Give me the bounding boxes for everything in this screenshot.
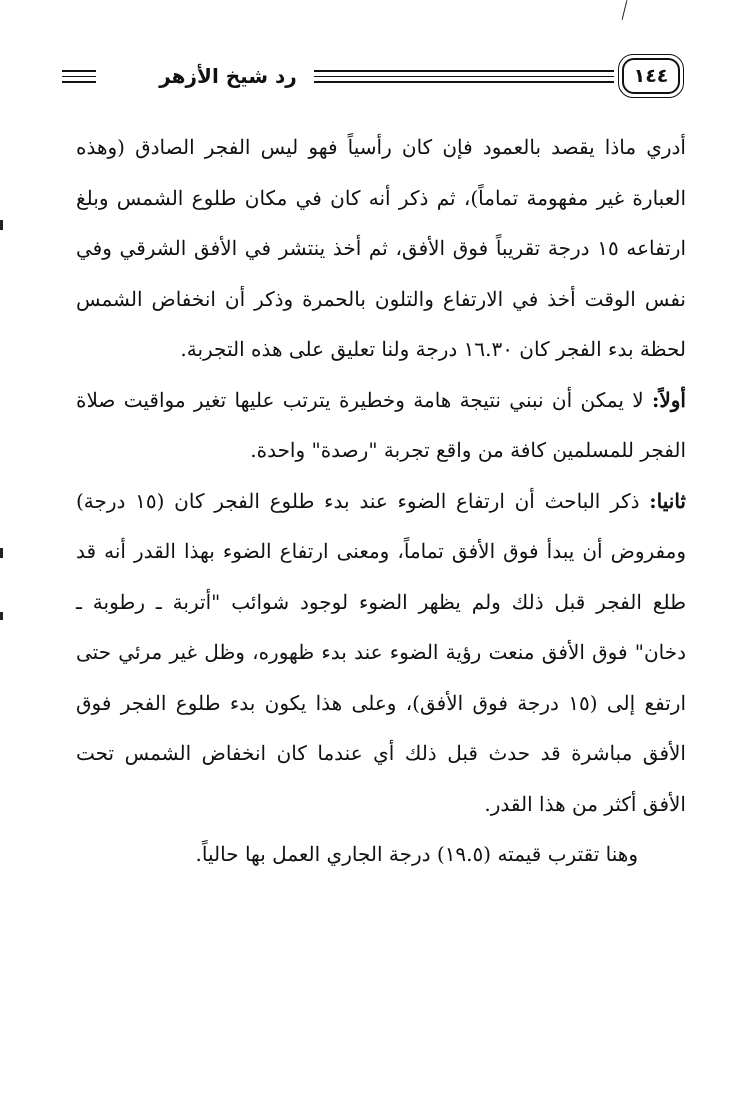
header-rule-top xyxy=(314,70,614,72)
paragraph-first-point xyxy=(76,375,686,476)
scan-mark-edge-3 xyxy=(0,612,3,620)
paragraph-text: ذكر الباحث أن ارتفاع الضوء عند بدء طلوع الفجر كان (١٥ درجة) ومفروض أن يبدأ فوق الأفق تماماً، ومعنى ارتفاع الضوء بهذا القدر أنه قد طلع الفجر قبل ذلك ولم يظهر الضوء لوجود شوائب "أتربة ـ رطوبة ـ دخان" فوق الأفق منعت رؤية الضوء عند بدء ظهوره، وظل غير مرئي حتى ارتفع إلى (١٥ درجة فوق الأفق)، وعلى هذا يكون بدء طلوع الفجر فوق الأفق مباشرة قد حدث قبل ذلك أي عندما كان انخفاض الشمس تحت الأفق أكثر من هذا القدر. xyxy=(76,488,687,816)
scan-mark-edge-1 xyxy=(0,220,3,230)
page-body xyxy=(76,122,686,880)
paragraph-closing xyxy=(76,829,686,880)
scan-mark-top xyxy=(622,0,628,20)
page-number: ١٤٤ xyxy=(622,58,680,94)
paragraph-lead: ثانيا: xyxy=(649,488,686,513)
paragraph-lead: أولاً: xyxy=(651,387,686,412)
running-header xyxy=(62,58,680,100)
book-title: رد شيخ الأزهر xyxy=(159,64,297,88)
header-ornament-left-3 xyxy=(62,81,96,83)
paragraph-text: وهنا تقترب قيمته (١٩.٥) درجة الجاري العمل بها حالياً. xyxy=(195,842,638,866)
scan-mark-edge-2 xyxy=(0,548,3,558)
paragraph-text: لا يمكن أن نبني نتيجة هامة وخطيرة يترتب عليها تغير مواقيت صلاة الفجر للمسلمين كافة من واقع تجربة "رصدة" واحدة. xyxy=(76,387,686,462)
header-rule-middle xyxy=(314,76,614,77)
paragraph-intro xyxy=(76,122,686,375)
paragraph-text: أدري ماذا يقصد بالعمود فإن كان رأسياً فهو ليس الفجر الصادق (وهذه العبارة غير مفهومة تماماً)، ثم ذكر أنه كان في مكان طلوع الشمس وبلغ ارتفاعه ١٥ درجة تقريباً فوق الأفق، ثم أخذ ينتشر في الأفق الشرقي وفي نفس الوقت أخذ في الارتفاع والتلون بالحمرة وذكر أن انخفاض الشمس لحظة بدء الفجر كان ١٦.٣٠ درجة ولنا تعليق على هذه التجربة. xyxy=(76,135,687,361)
paragraph-second-point xyxy=(76,476,686,830)
header-ornament-left xyxy=(62,70,96,72)
header-rule-bottom xyxy=(314,81,614,83)
header-ornament-left-2 xyxy=(62,76,96,77)
